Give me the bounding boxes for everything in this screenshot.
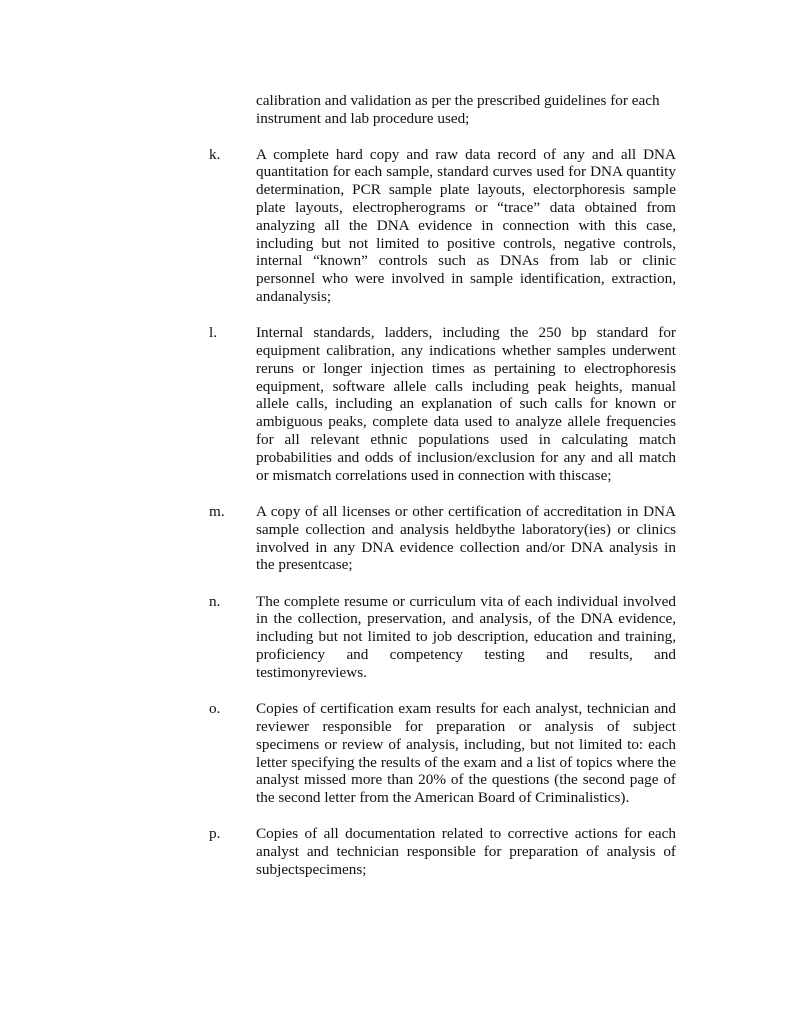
item-label: p.: [209, 825, 221, 843]
item-text: A copy of all licenses or other certification of accreditation in DNA sample collection and analysis heldbythe laboratory(ies) or clinics involved in any DNA evidence collection and/or DNA analysis in the presentcase;: [256, 502, 676, 574]
item-label: l.: [209, 324, 218, 342]
list-item-o: [209, 700, 676, 807]
item-text: A complete hard copy and raw data record of any and all DNA quantitation for each sample, standard curves used for DNA quantity determination, PCR sample plate layouts, electorphoresis sample plate layouts, electropherograms or “trace” data obtained from analyzing all the DNA evidence in connection with this case, including but not limited to positive controls, negative controls, internal “known” controls such as DNAs from lab or clinic personnel who were involved in sample identification, extraction, andanalysis;: [256, 145, 676, 305]
item-label: n.: [209, 592, 221, 610]
list-item-k: [209, 146, 676, 306]
list-item-p: [209, 825, 676, 878]
item-text: Internal standards, ladders, including the 250 bp standard for equipment calibration, any indications whether samples underwent reruns or longer injection times as pertaining to electrophoresis equipment, software allele calls including peak heights, manual allele calls, including an explanation of such calls for known or ambiguous peaks, complete data used to analyze allele frequencies for all relevant ethnic populations used in calculating match probabilities and odds of inclusion/exclusion for any and all match or mismatch correlations used in connection with thiscase;: [256, 324, 676, 484]
item-label: o.: [209, 700, 221, 718]
item-text: The complete resume or curriculum vita of each individual involved in the collection, preservation, and analysis, of the DNA evidence, including but not limited to job description, education and training, proficiency and competency testing and results, and testimonyreviews.: [256, 592, 676, 681]
item-label: m.: [209, 502, 225, 520]
list-item-l: [209, 324, 676, 484]
document-body: [209, 92, 676, 897]
item-text: Copies of certification exam results for each analyst, technician and reviewer responsible for preparation or analysis of subject specimens or review of analysis, including, but not limited to: each letter specifying the results of the exam and a list of topics where the analyst missed more than 20% of the questions (the second page of the second letter from the American Board of Criminalistics).: [256, 700, 676, 807]
continued-paragraph: calibration and validation as per the prescribed guidelines for each instrument and lab procedure used;: [256, 92, 660, 127]
item-text: Copies of all documentation related to corrective actions for each analyst and technician responsible for preparation of analysis of subjectspecimens;: [256, 825, 676, 878]
list-item-m: [209, 503, 676, 574]
item-label: k.: [209, 145, 221, 163]
list-item-n: [209, 593, 676, 682]
